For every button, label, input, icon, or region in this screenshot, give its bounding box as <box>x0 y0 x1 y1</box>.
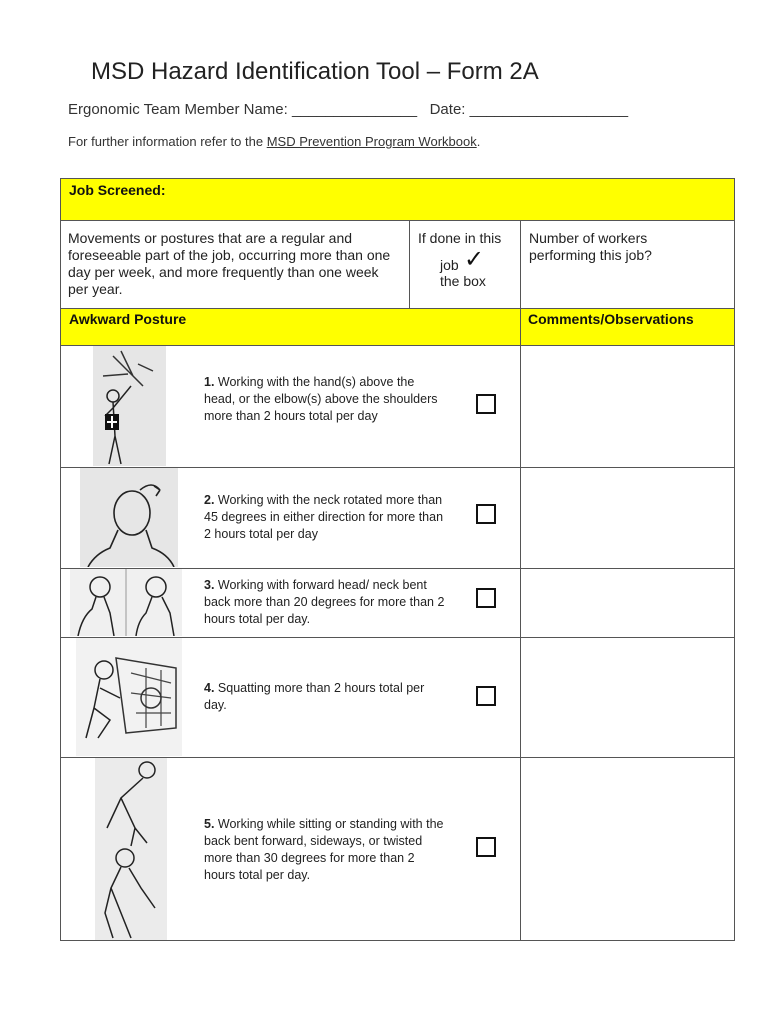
awkward-posture-header <box>60 308 521 346</box>
comments-header <box>520 308 735 346</box>
done-label-3: the box <box>440 273 486 289</box>
item-2-num: 2. <box>204 493 215 507</box>
done-label-1: If done in this <box>418 230 502 246</box>
checkmark-icon: ✓ <box>464 245 485 273</box>
item-4-desc: Squatting more than 2 hours total per day. <box>204 681 425 712</box>
item-4-text <box>204 680 449 714</box>
figure-icon <box>95 758 167 940</box>
movements-cell <box>60 220 410 309</box>
job-screened-label: Job Screened: <box>69 182 166 198</box>
info-suffix: . <box>476 134 481 149</box>
workers-cell[interactable] <box>520 220 735 309</box>
info-line <box>68 134 480 149</box>
item-2-desc: Working with the neck rotated more than 45 degrees in either direction for more than 2 hours total per day <box>204 493 444 541</box>
item-5-text <box>204 816 449 884</box>
figure-icon <box>70 569 182 636</box>
figure-icon <box>76 638 182 756</box>
workers-label: Number of workers performing this job? <box>529 230 652 263</box>
neck-rotation-illustration <box>80 468 178 567</box>
workbook-link[interactable]: MSD Prevention Program Workbook <box>266 134 477 149</box>
item-3-num: 3. <box>204 578 215 592</box>
overhead-work-illustration <box>93 346 166 466</box>
item-1-desc: Working with the hand(s) above the head, or the elbow(s) above the shoulders more than 2 hours total per day <box>204 375 438 423</box>
neck-bent-illustration <box>70 569 182 636</box>
job-screened-row[interactable] <box>60 178 735 221</box>
back-bent-illustration <box>95 758 167 940</box>
item-3-checkbox[interactable] <box>476 588 496 608</box>
item-5-num: 5. <box>204 817 215 831</box>
item-2-text <box>204 492 449 543</box>
figure-icon <box>93 346 166 466</box>
done-label-2: job <box>440 257 459 273</box>
info-prefix: For further information refer to the <box>68 134 267 149</box>
comments-column[interactable] <box>520 345 735 941</box>
item-2-checkbox[interactable] <box>476 504 496 524</box>
figure-icon <box>80 468 178 567</box>
item-5-desc: Working while sitting or standing with the back bent forward, sideways, or twisted more than 30 degrees for more than 2 hours total per day. <box>204 817 444 882</box>
movements-text: Movements or postures that are a regular and foreseeable part of the job, occurring more than one day per week, and more frequently than one week per year. <box>68 230 391 297</box>
item-1-text <box>204 374 449 425</box>
item-1-num: 1. <box>204 375 215 389</box>
member-date-line: Ergonomic Team Member Name: _______________ Date: ___________________ <box>68 101 629 118</box>
item-4-checkbox[interactable] <box>476 686 496 706</box>
form-title: MSD Hazard Identification Tool – Form 2A <box>91 58 539 85</box>
item-4-num: 4. <box>204 681 215 695</box>
comments-label: Comments/Observations <box>528 311 694 327</box>
item-3-text <box>204 577 449 628</box>
done-cell <box>409 220 521 309</box>
squatting-illustration <box>76 638 182 756</box>
item-5-checkbox[interactable] <box>476 837 496 857</box>
awkward-posture-label: Awkward Posture <box>69 311 187 327</box>
item-1-checkbox[interactable] <box>476 394 496 414</box>
item-3-desc: Working with forward head/ neck bent back more than 20 degrees for more than 2 hours total per day. <box>204 578 445 626</box>
